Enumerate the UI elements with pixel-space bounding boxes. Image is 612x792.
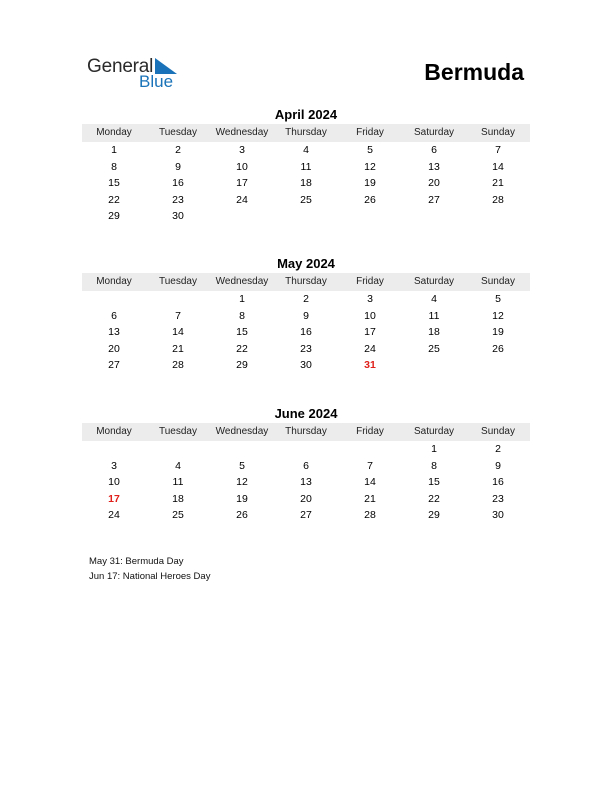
day-cell: 1 [111, 144, 117, 156]
weekday-label: Sunday [481, 276, 515, 287]
day-cell: 8 [111, 160, 117, 173]
month-title: May 2024 [277, 256, 335, 271]
day-cell: 3 [239, 144, 245, 156]
days-grid [82, 142, 530, 225]
day-cell: 5 [367, 144, 373, 156]
day-cell: 2 [175, 144, 181, 156]
day-cell: 29 [236, 359, 248, 371]
day-cell: 23 [492, 492, 504, 505]
day-cell: 4 [175, 459, 181, 472]
holiday-note: May 31: Bermuda Day [89, 556, 184, 567]
day-cell: 14 [172, 326, 184, 338]
day-cell: 30 [300, 359, 312, 371]
weekday-label: Thursday [285, 276, 327, 287]
day-cell: 13 [108, 326, 120, 338]
empty-day-cell [338, 441, 402, 458]
weekday-label: Monday [96, 127, 132, 138]
day-cell: 19 [492, 326, 504, 338]
day-cell: 12 [236, 476, 248, 488]
weekday-label: Wednesday [215, 276, 269, 287]
day-cell: 21 [492, 177, 504, 189]
day-cell: 16 [300, 326, 312, 338]
weekday-label: Friday [356, 127, 384, 138]
day-cell: 18 [428, 326, 440, 338]
day-cell: 6 [431, 144, 437, 156]
day-cell: 12 [364, 160, 376, 173]
weekday-label: Wednesday [215, 127, 269, 138]
weekday-label: Tuesday [159, 276, 197, 287]
day-cell: 26 [236, 509, 248, 521]
day-cell: 28 [364, 509, 376, 521]
day-cell: 29 [108, 210, 120, 222]
day-cell: 16 [172, 177, 184, 189]
holiday-note: Jun 17: National Heroes Day [89, 571, 211, 582]
day-cell: 20 [428, 177, 440, 189]
day-cell: 28 [492, 193, 504, 206]
day-cell: 7 [367, 459, 373, 472]
holiday-day-cell: 17 [108, 492, 120, 505]
day-cell: 22 [236, 342, 248, 355]
day-cell: 13 [428, 160, 440, 173]
day-cell: 14 [364, 476, 376, 488]
day-cell: 15 [108, 177, 120, 189]
month-june-2024 [82, 405, 530, 524]
weekday-label: Thursday [285, 426, 327, 437]
weekday-label: Wednesday [215, 426, 269, 437]
day-cell: 17 [364, 326, 376, 338]
weekday-label: Saturday [413, 127, 455, 138]
day-cell: 10 [236, 160, 248, 173]
month-title: June 2024 [274, 406, 338, 421]
day-cell: 17 [236, 177, 248, 189]
day-cell: 19 [236, 492, 248, 505]
day-cell: 20 [108, 342, 120, 355]
logo-general-text: General [87, 56, 154, 77]
holiday-notes [89, 554, 210, 584]
day-cell: 8 [431, 459, 437, 472]
weekday-label: Saturday [413, 276, 455, 287]
empty-day-cell [146, 291, 210, 308]
day-cell: 23 [300, 342, 312, 355]
day-cell: 15 [236, 326, 248, 338]
weekday-label: Saturday [413, 426, 455, 437]
day-cell: 7 [495, 144, 501, 156]
day-cell: 27 [428, 193, 440, 206]
weekday-label: Monday [96, 276, 132, 287]
weekday-label: Sunday [481, 426, 515, 437]
weekday-label: Thursday [285, 127, 327, 138]
day-cell: 2 [303, 293, 309, 305]
day-cell: 22 [428, 492, 440, 505]
day-cell: 9 [303, 309, 309, 322]
weekday-label: Tuesday [159, 127, 197, 138]
day-cell: 12 [492, 309, 504, 322]
day-cell: 14 [492, 160, 504, 173]
day-cell: 27 [108, 359, 120, 371]
day-cell: 1 [239, 293, 245, 305]
day-cell: 28 [172, 359, 184, 371]
day-cell: 10 [364, 309, 376, 322]
day-cell: 22 [108, 193, 120, 206]
country-title: Bermuda [424, 59, 524, 85]
day-cell: 19 [364, 177, 376, 189]
weekday-label: Monday [96, 426, 132, 437]
day-cell: 24 [236, 193, 248, 206]
weekday-header [82, 273, 530, 291]
day-cell: 5 [239, 459, 245, 472]
day-cell: 10 [108, 476, 120, 488]
day-cell: 20 [300, 492, 312, 505]
day-cell: 25 [172, 509, 184, 521]
weekday-label: Tuesday [159, 426, 197, 437]
day-cell: 30 [172, 210, 184, 222]
day-cell: 2 [495, 443, 501, 455]
empty-day-cell [82, 441, 146, 458]
day-cell: 1 [431, 443, 437, 455]
month-title: April 2024 [274, 107, 338, 122]
day-cell: 4 [303, 144, 309, 156]
empty-day-cell [210, 441, 274, 458]
logo-blue-text: Blue [139, 72, 174, 91]
day-cell: 24 [108, 509, 120, 521]
days-grid [82, 441, 530, 524]
weekday-label: Friday [356, 426, 384, 437]
day-cell: 25 [300, 193, 312, 206]
day-cell: 6 [303, 459, 309, 472]
month-may-2024 [82, 255, 530, 374]
empty-day-cell [146, 441, 210, 458]
day-cell: 8 [239, 309, 245, 322]
day-cell: 18 [300, 177, 312, 189]
empty-day-cell [274, 441, 338, 458]
day-cell: 9 [495, 459, 501, 472]
day-cell: 11 [300, 160, 312, 173]
weekday-header [82, 124, 530, 142]
day-cell: 16 [492, 476, 504, 488]
day-cell: 23 [172, 193, 184, 206]
day-cell: 13 [300, 476, 312, 488]
holiday-day-cell: 31 [364, 359, 376, 371]
day-cell: 3 [111, 459, 117, 472]
day-cell: 3 [367, 293, 373, 305]
day-cell: 11 [428, 309, 440, 322]
day-cell: 29 [428, 509, 440, 521]
empty-day-cell [82, 291, 146, 308]
day-cell: 9 [175, 160, 181, 173]
day-cell: 30 [492, 509, 504, 521]
days-grid [82, 291, 530, 374]
month-april-2024 [82, 106, 530, 225]
day-cell: 4 [431, 293, 437, 305]
day-cell: 11 [172, 476, 184, 488]
day-cell: 26 [364, 193, 376, 206]
day-cell: 24 [364, 342, 376, 355]
day-cell: 25 [428, 342, 440, 355]
weekday-header [82, 423, 530, 441]
day-cell: 21 [172, 342, 184, 355]
day-cell: 6 [111, 309, 117, 322]
general-blue-logo [87, 56, 187, 92]
day-cell: 5 [495, 293, 501, 305]
day-cell: 18 [172, 492, 184, 505]
day-cell: 21 [364, 492, 376, 505]
day-cell: 15 [428, 476, 440, 488]
weekday-label: Friday [356, 276, 384, 287]
weekday-label: Sunday [481, 127, 515, 138]
day-cell: 7 [175, 309, 181, 322]
day-cell: 27 [300, 509, 312, 521]
day-cell: 26 [492, 342, 504, 355]
